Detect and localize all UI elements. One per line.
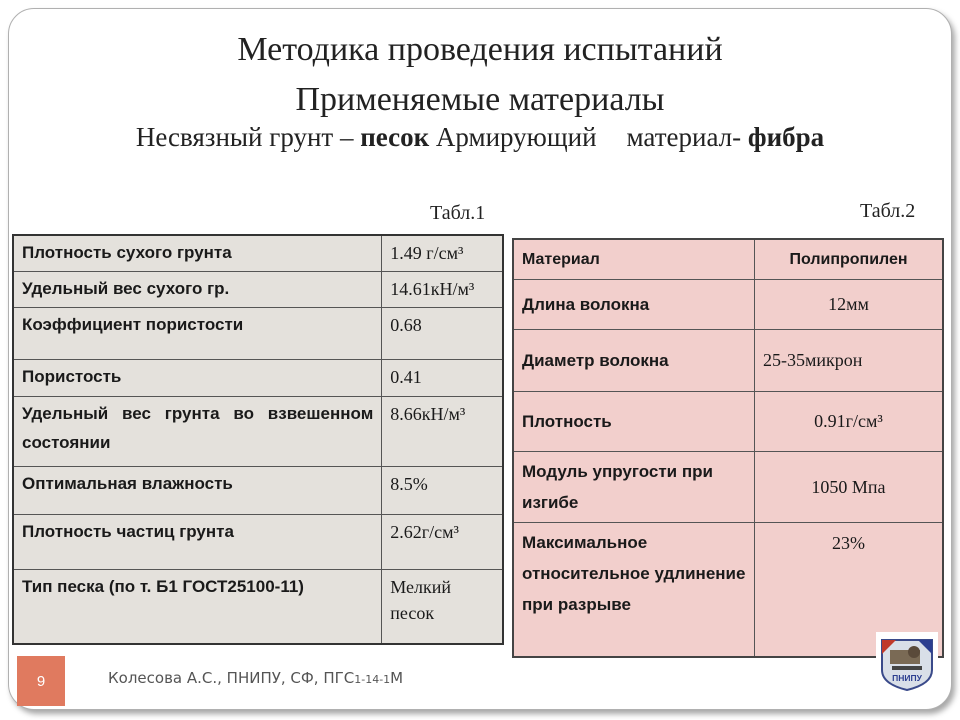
table-cell-key: Удельный вес грунта во взвешенном состоянии: [13, 397, 382, 467]
table-cell-key: Плотность: [513, 392, 755, 452]
table-cell-key: Максимальное относительное удлинение при разрыве: [513, 523, 755, 657]
table-cell-value: 1050 Мпа: [755, 452, 944, 523]
slide-title-line1: Методика проведения испытаний: [237, 31, 723, 68]
logo-text: ПНИПУ: [892, 673, 922, 683]
table-cell-value: 12мм: [755, 280, 944, 330]
table-row: [13, 397, 503, 467]
table-cell-key: Модуль упругости при изгибе: [513, 452, 755, 523]
table-cell-key: Длина волокна: [513, 280, 755, 330]
table-header-row: [513, 239, 943, 280]
table-cell-value: 14.61кН/м³: [382, 272, 503, 308]
table-cell-key: Диаметр волокна: [513, 330, 755, 392]
table-cell-key: Пористость: [13, 360, 382, 397]
table-cell-key: Оптимальная влажность: [13, 467, 382, 515]
subtitle-bold-sand: песок: [360, 122, 430, 152]
table-cell-value: 8.5%: [382, 467, 503, 515]
footer-group-suffix: М: [390, 669, 404, 687]
table-cell-value: Мелкий песок: [382, 570, 503, 644]
table-row: [513, 330, 943, 392]
table-cell-value: 0.68: [382, 308, 503, 360]
table2-caption: Табл.2: [860, 200, 916, 222]
table-header-value: Полипропилен: [755, 239, 944, 280]
table-cell-value: 2.62г/см³: [382, 515, 503, 570]
table-cell-value: 0.41: [382, 360, 503, 397]
table-cell-value: 23%: [755, 523, 944, 657]
slide-title-line2: Применяемые материалы: [295, 81, 665, 118]
table-cell-key: Плотность частиц грунта: [13, 515, 382, 570]
table-row: [13, 272, 503, 308]
table-row: [13, 515, 503, 570]
footer-group-number: 1-14-1: [354, 673, 391, 686]
page-number-badge: 9: [17, 656, 65, 706]
subtitle-part1: Несвязный грунт –: [135, 122, 361, 152]
table-row: [513, 280, 943, 330]
table-cell-value: 1.49 г/см³: [382, 235, 503, 272]
table-row: [13, 570, 503, 644]
table-row: [13, 235, 503, 272]
fiber-properties-table: [512, 238, 944, 658]
subtitle-part2: Армирующий: [429, 122, 597, 152]
table-cell-key: Коэффициент пористости: [13, 308, 382, 360]
subtitle-part3: материал-: [626, 122, 748, 152]
table-row: [13, 308, 503, 360]
soil-properties-table: [12, 234, 504, 645]
table-cell-key: Тип песка (по т. Б1 ГОСТ25100-11): [13, 570, 382, 644]
table1-caption: Табл.1: [430, 202, 486, 224]
footer-author: [108, 669, 403, 687]
footer-author-text: Колесова А.С., ПНИПУ, СФ, ПГС: [108, 669, 355, 687]
university-logo-icon: [876, 632, 938, 692]
table-row: [513, 392, 943, 452]
table-row: [13, 360, 503, 397]
table-cell-key: Удельный вес сухого гр.: [13, 272, 382, 308]
slide-subtitle: [0, 122, 960, 153]
subtitle-bold-fiber: фибра: [747, 122, 825, 152]
table-row: [13, 467, 503, 515]
table-row: [513, 452, 943, 523]
table-cell-value: 0.91г/см³: [755, 392, 944, 452]
table-header-key: Материал: [513, 239, 755, 280]
table-cell-key: Плотность сухого грунта: [13, 235, 382, 272]
table-cell-value: 8.66кН/м³: [382, 397, 503, 467]
table-cell-value: 25-35микрон: [755, 330, 944, 392]
